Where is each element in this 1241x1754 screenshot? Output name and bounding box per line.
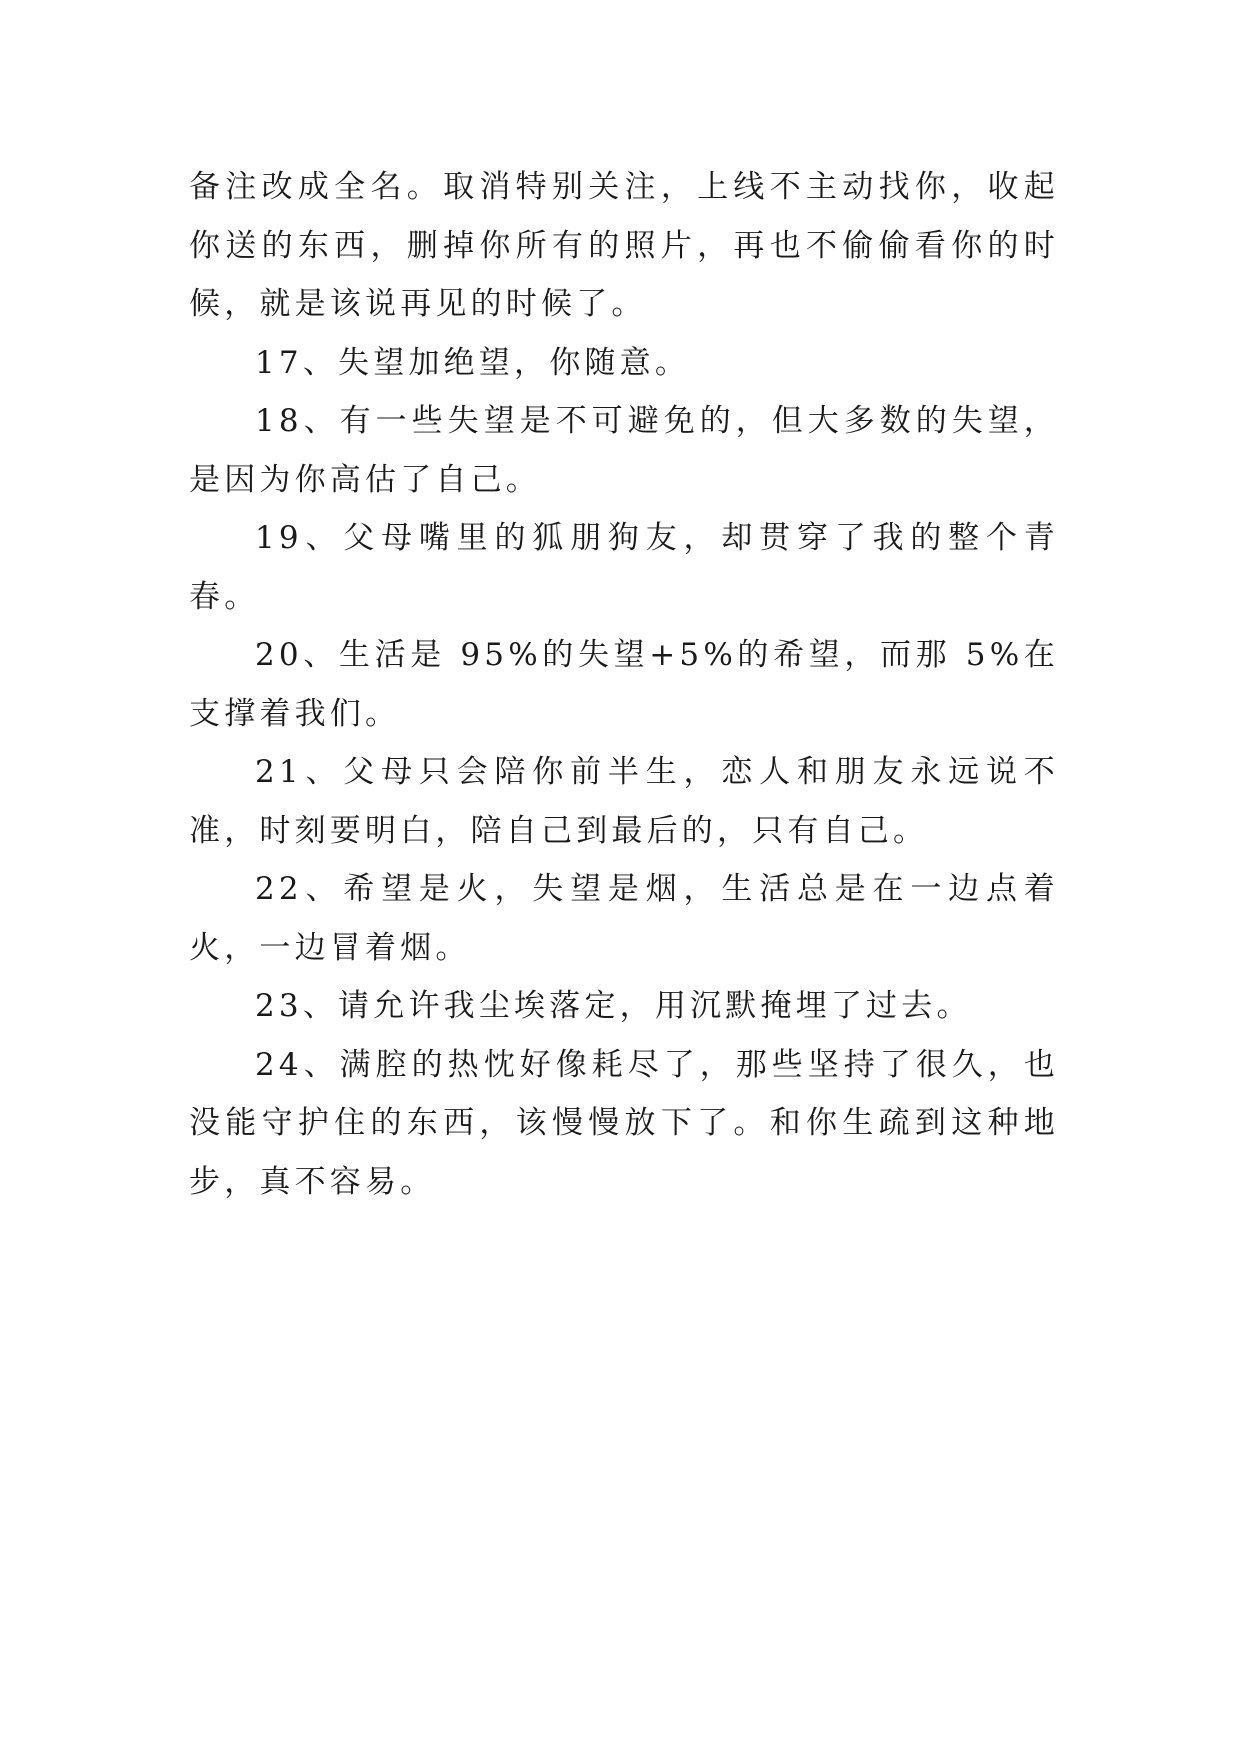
- paragraph-21: 21、父母只会陪你前半生，恋人和朋友永远说不准，时刻要明白，陪自己到最后的，只有自己。: [189, 754, 1059, 849]
- paragraph-22: 22、希望是火，失望是烟，生活总是在一边点着火，一边冒着烟。: [189, 871, 1059, 966]
- document-body: [189, 158, 1059, 1211]
- paragraph-continuation: 备注改成全名。取消特别关注，上线不主动找你，收起你送的东西，删掉你所有的照片，再也不偷偷看你的时候，就是该说再见的时候了。: [189, 169, 1059, 322]
- paragraph-24: 24、满腔的热忱好像耗尽了，那些坚持了很久，也没能守护住的东西，该慢慢放下了。和你生疏到这种地步，真不容易。: [189, 1046, 1059, 1200]
- paragraph-23: 23、请允许我尘埃落定，用沉默掩埋了过去。: [255, 988, 972, 1024]
- paragraph-20: 20、生活是 95%的失望+5%的希望，而那 5%在支撑着我们。: [189, 637, 1059, 732]
- paragraph-17: 17、失望加绝望，你随意。: [255, 344, 691, 381]
- paragraph-18: 18、有一些失望是不可避免的，但大多数的失望，是因为你高估了自己。: [189, 403, 1059, 498]
- paragraph-19: 19、父母嘴里的狐朋狗友，却贯穿了我的整个青春。: [189, 520, 1059, 615]
